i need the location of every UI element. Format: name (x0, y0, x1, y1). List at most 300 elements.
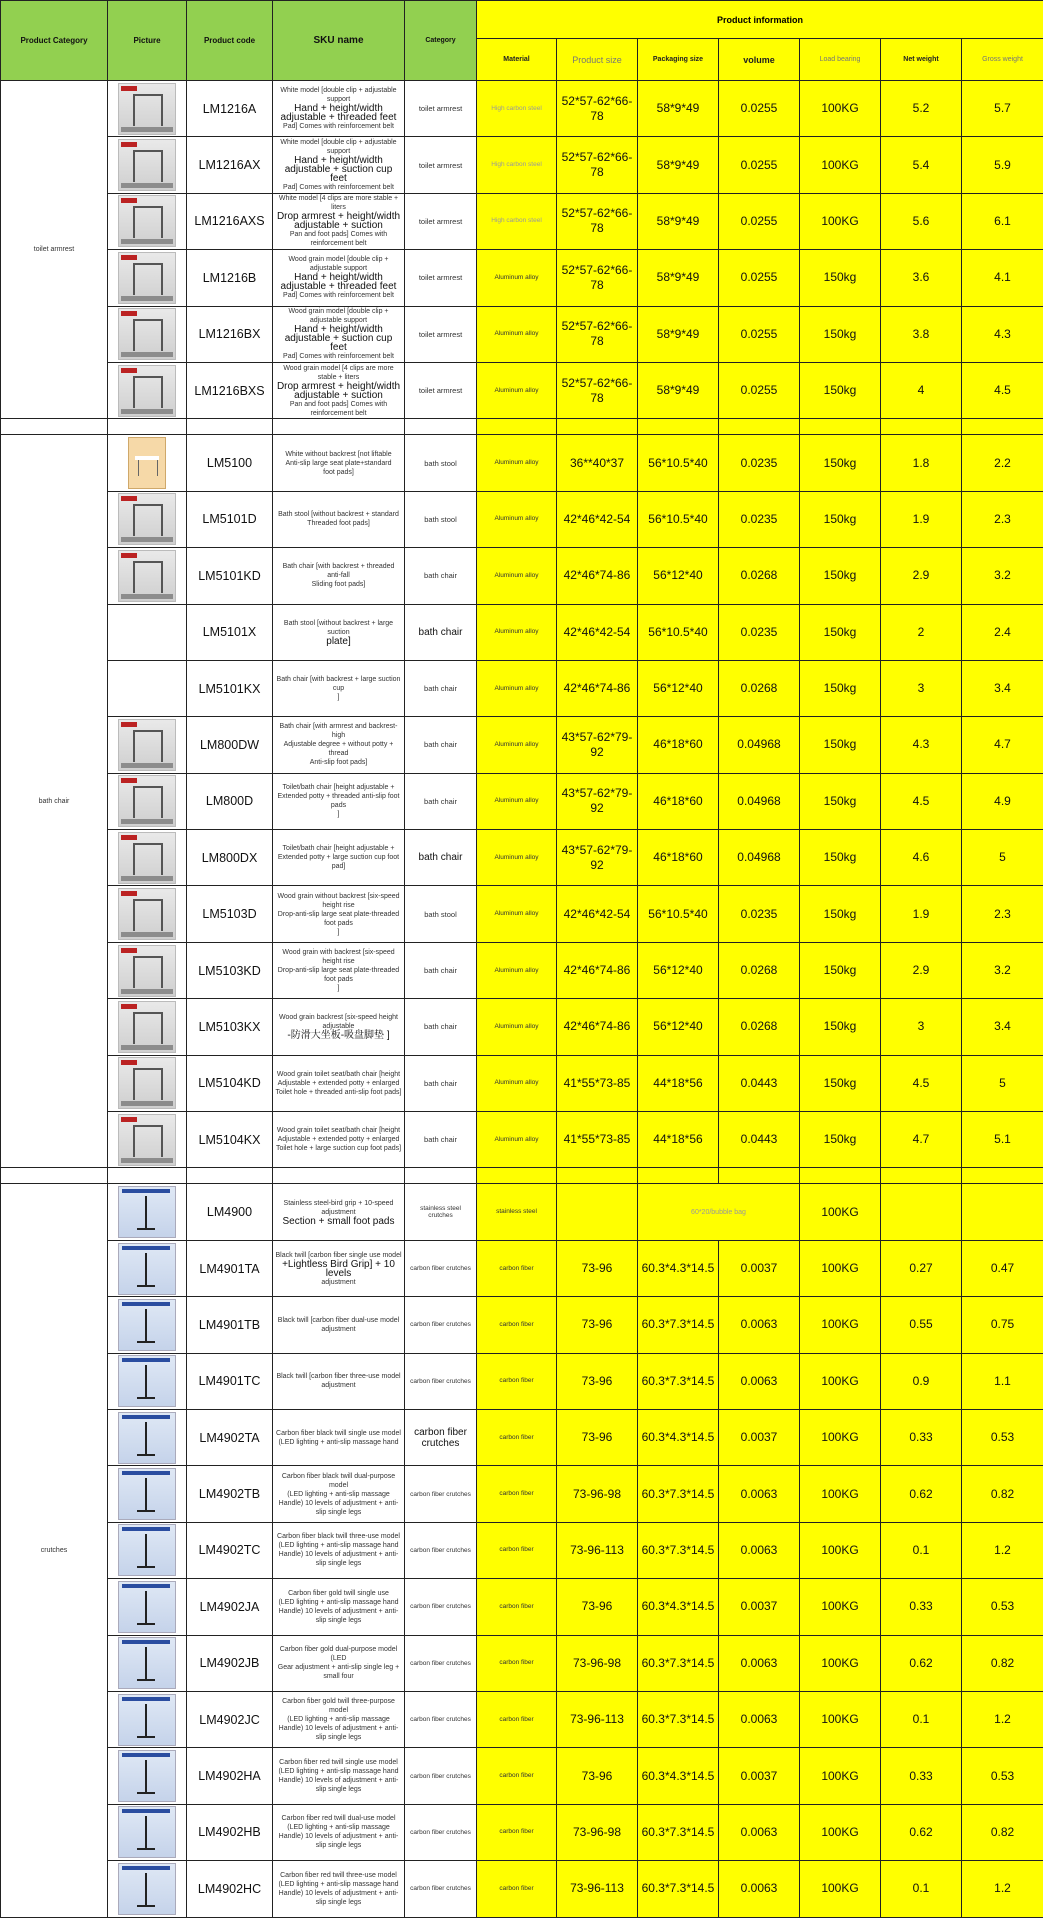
sku-name-line: Carbon fiber gold twill single use (288, 1589, 389, 1597)
product-picture-cell (108, 193, 187, 249)
product-picture-cell (108, 1466, 187, 1522)
product-code (187, 1409, 273, 1465)
gross-weight-cell-text: 4.1 (994, 270, 1011, 285)
gross-weight-cell (962, 1353, 1043, 1409)
load-bearing-cell (800, 604, 881, 660)
sku-name-line: adjustment (321, 1382, 356, 1390)
product-code-text: LM1216B (202, 270, 257, 285)
packaging-size-cell-text: 60.3*4.3*14.5 (641, 1261, 715, 1275)
crutch-photo-part (145, 1365, 147, 1399)
product-code (187, 999, 273, 1055)
product-code (187, 1579, 273, 1635)
packaging-size-cell-text: 58*9*49 (656, 270, 700, 285)
material-cell-text: carbon fiber (499, 1602, 534, 1610)
gross-weight-cell-text: 0.82 (990, 1486, 1015, 1501)
product-size-cell (557, 548, 638, 604)
crutch-photo (118, 1637, 176, 1689)
net-weight-cell (881, 137, 962, 193)
sku-name-line: plate] (326, 635, 351, 647)
volume-cell (719, 1353, 800, 1409)
category-cell-text: bath chair (424, 796, 457, 806)
chair-photo-part (121, 1117, 137, 1122)
net-weight-cell (881, 435, 962, 491)
gross-weight-cell (962, 886, 1043, 942)
sku-name (273, 491, 405, 547)
sku-name-line: Wood grain toilet seat/bath chair [height (276, 1127, 401, 1135)
material-cell-text: Aluminum alloy (494, 684, 539, 692)
header-packaging-size: Packaging size (638, 39, 719, 81)
packaging-size-cell (638, 1112, 719, 1168)
net-weight-cell-text: 0.27 (909, 1261, 933, 1275)
volume-cell (719, 250, 800, 306)
category-cell (405, 999, 477, 1055)
crutch-photo-part (137, 1623, 155, 1625)
category-cell-text: bath chair (424, 1022, 457, 1032)
product-code (187, 81, 273, 137)
product-code (187, 435, 273, 491)
load-bearing-cell-text: 150kg (823, 1075, 857, 1090)
table-row (1, 660, 1043, 716)
material-cell-text: Aluminum alloy (494, 966, 539, 974)
volume-cell-text: 0.0255 (740, 101, 778, 116)
load-bearing-cell (800, 306, 881, 362)
product-picture-cell (108, 362, 187, 418)
product-size-cell-text: 52*57-62*66-78 (561, 262, 633, 292)
chair-photo-part (121, 553, 137, 558)
chair-photo-part (121, 496, 137, 501)
table-row (1, 1055, 1043, 1111)
sku-name-line: Hand + height/width adjustable + suction cup feet (284, 155, 393, 185)
chair-photo-part (121, 1004, 137, 1009)
net-weight-cell (881, 773, 962, 829)
crutch-photo-part (137, 1848, 155, 1850)
chair-photo (118, 888, 176, 940)
gross-weight-cell (962, 942, 1043, 998)
material-cell (477, 362, 557, 418)
packaging-size-cell-text: 60.3*4.3*14.5 (641, 1768, 715, 1783)
load-bearing-cell-text: 150kg (823, 681, 857, 696)
net-weight-cell (881, 942, 962, 998)
sku-name-line: Extended potty + large suction cup foot pad] (277, 854, 400, 871)
sku-name-line: (LED lighting + anti-slip massage hand (278, 1768, 399, 1776)
product-picture-cell (108, 1748, 187, 1804)
gross-weight-cell-text: 4.9 (994, 793, 1011, 808)
crutch-photo-part (145, 1873, 147, 1907)
product-code-text: LM4901TB (198, 1317, 261, 1332)
packaging-size-cell-text: 56*12*40 (653, 681, 703, 696)
volume-cell-text: 0.0063 (740, 1881, 778, 1896)
sku-name-line: Toilet hole + large suction cup foot pads] (275, 1145, 402, 1153)
product-code (187, 1297, 273, 1353)
material-cell (477, 1861, 557, 1917)
packaging-size-cell-text: 60.3*7.3*14.5 (641, 1824, 715, 1839)
material-cell-text: carbon fiber (499, 1715, 534, 1723)
product-code (187, 491, 273, 547)
table-row (1, 1353, 1043, 1409)
product-code-text: LM4901TA (199, 1261, 260, 1276)
product-size-cell-text: 43*57-62*79-92 (561, 729, 633, 759)
sku-name-line: Pad] Comes with reinforcement belt (283, 184, 394, 192)
chair-photo (118, 195, 176, 247)
product-code (187, 1240, 273, 1296)
category-cell (405, 1184, 477, 1240)
spacer-cell (881, 1168, 962, 1184)
header-load-bearing: Load bearing (800, 39, 881, 81)
volume-cell-text: 0.0037 (740, 1261, 778, 1275)
net-weight-cell (881, 548, 962, 604)
product-code-text: LM5104KX (198, 1132, 261, 1147)
product-size-cell (557, 435, 638, 491)
gross-weight-cell (962, 660, 1043, 716)
load-bearing-cell (800, 1522, 881, 1578)
volume-cell-text: 0.0063 (740, 1712, 778, 1727)
net-weight-cell-text: 2.9 (912, 963, 930, 978)
packaging-size-cell-text: 46*18*60 (653, 793, 703, 808)
load-bearing-cell-text: 100KG (821, 1261, 859, 1275)
net-weight-cell (881, 1635, 962, 1691)
table-row (1, 81, 1043, 137)
net-weight-cell (881, 830, 962, 886)
gross-weight-cell (962, 1112, 1043, 1168)
product-size-cell-text: 73-96 (581, 1317, 613, 1332)
gross-weight-cell-text: 1.2 (994, 1542, 1011, 1557)
product-code-text: LM5104KD (198, 1076, 261, 1091)
product-size-cell (557, 1297, 638, 1353)
product-size-cell-text: 42*46*74-86 (563, 568, 631, 583)
sku-name-line: Adjustable + extended potty + enlarged (277, 1136, 400, 1144)
material-cell-text: carbon fiber (499, 1659, 534, 1667)
load-bearing-cell (800, 435, 881, 491)
net-weight-cell-text: 4.6 (912, 850, 930, 865)
crutch-photo-part (122, 1189, 170, 1193)
material-cell (477, 1409, 557, 1465)
category-cell-text: bath chair (424, 1135, 457, 1145)
table-row (1, 942, 1043, 998)
sku-name-line: (LED lighting + anti-slip massage hand (278, 1438, 399, 1446)
material-cell-text: Aluminum alloy (494, 273, 539, 281)
sku-name-line: Extended potty + threaded anti-slip foot pads (277, 793, 400, 810)
sku-name-line: Toilet hole + threaded anti-slip foot pads] (275, 1088, 402, 1096)
load-bearing-cell-text: 100KG (821, 213, 859, 228)
packaging-size-cell (638, 250, 719, 306)
sku-name-line: -防滑大坐板-吸盘脚垫 ] (287, 1030, 390, 1042)
product-code (187, 1055, 273, 1111)
spacer-cell (187, 1168, 273, 1184)
gross-weight-cell-text: 0.82 (990, 1655, 1015, 1670)
table-row (1, 1297, 1043, 1353)
table-row (1, 548, 1043, 604)
chair-photo-part (121, 1045, 173, 1050)
product-code (187, 306, 273, 362)
sku-name-line: Bath chair [with backrest + large suction cup (276, 676, 401, 693)
table-row (1, 1748, 1043, 1804)
sku-name (273, 830, 405, 886)
sku-name (273, 1861, 405, 1917)
load-bearing-cell-text: 150kg (823, 326, 857, 341)
category-cell-text: toilet armrest (418, 216, 463, 226)
sku-name-line: Anti-slip large seat plate+standard (285, 459, 392, 467)
chair-photo-part (121, 352, 173, 357)
load-bearing-cell-text: 100KG (821, 1768, 859, 1783)
gross-weight-cell (962, 491, 1043, 547)
packaging-size-cell-text: 60*20/bubble bag (691, 1208, 746, 1216)
chair-photo-part (133, 150, 163, 182)
crutch-photo (118, 1186, 176, 1238)
category-cell (405, 1466, 477, 1522)
gross-weight-cell (962, 999, 1043, 1055)
volume-cell-text: 0.0037 (740, 1768, 778, 1783)
category-cell-text: toilet armrest (418, 386, 463, 396)
product-size-cell (557, 1861, 638, 1917)
load-bearing-cell (800, 886, 881, 942)
sku-name-line: Drop armrest + height/width adjustable + suction (276, 380, 401, 401)
category-cell (405, 362, 477, 418)
material-cell (477, 306, 557, 362)
category-cell (405, 435, 477, 491)
category-cell-text: bath chair (424, 571, 457, 581)
net-weight-cell (881, 717, 962, 773)
sku-name-line: (LED lighting + anti-slip massage hand (278, 1542, 399, 1550)
volume-cell-text: 0.0235 (740, 624, 778, 639)
table-row (1, 1184, 1043, 1240)
packaging-size-cell (638, 773, 719, 829)
product-code (187, 1353, 273, 1409)
net-weight-cell-text: 2 (917, 624, 925, 639)
sku-name-line: Wood grain toilet seat/bath chair [height (276, 1070, 401, 1078)
gross-weight-cell (962, 548, 1043, 604)
packaging-size-cell (638, 830, 719, 886)
table-row (1, 1466, 1043, 1522)
volume-cell-text: 0.0268 (740, 568, 778, 583)
chair-photo (118, 832, 176, 884)
net-weight-cell (881, 1691, 962, 1747)
load-bearing-cell (800, 830, 881, 886)
packaging-size-cell-text: 58*9*49 (656, 101, 700, 116)
load-bearing-cell-text: 150kg (823, 624, 857, 639)
product-code (187, 193, 273, 249)
load-bearing-cell (800, 362, 881, 418)
packaging-size-cell-text: 60.3*7.3*14.5 (641, 1881, 715, 1896)
volume-cell (719, 886, 800, 942)
header-material: Material (477, 39, 557, 81)
sku-name-line: Carbon fiber red twill three-use model (280, 1871, 397, 1879)
load-bearing-cell-text: 150kg (823, 1132, 857, 1147)
product-size-cell (557, 1748, 638, 1804)
sku-name-line: White model [4 clips are more stable + liters (278, 195, 399, 212)
sku-name (273, 250, 405, 306)
product-code (187, 942, 273, 998)
category-cell-text: bath chair (424, 684, 457, 694)
net-weight-cell (881, 1579, 962, 1635)
sku-name-line: foot pads] (323, 468, 354, 476)
load-bearing-cell (800, 1184, 881, 1240)
gross-weight-cell-text: 2.2 (994, 455, 1011, 470)
material-cell-text: carbon fiber (499, 1490, 534, 1498)
chair-photo-part (121, 409, 173, 414)
chair-photo (118, 252, 176, 304)
crutch-photo-part (137, 1510, 155, 1512)
gross-weight-cell-text: 0.53 (990, 1768, 1015, 1783)
material-cell-text: Aluminum alloy (494, 1022, 539, 1030)
sku-name-line: Bath chair [with backrest + threaded anti-fall (282, 563, 395, 580)
category-cell-text: carbon fiber crutches (410, 1377, 471, 1385)
net-weight-cell-text: 1.9 (912, 906, 930, 921)
spacer-cell (719, 1168, 800, 1184)
sku-name (273, 1635, 405, 1691)
chair-photo (118, 308, 176, 360)
load-bearing-cell (800, 137, 881, 193)
product-size-cell-text: 73-96 (581, 1768, 613, 1783)
gross-weight-cell-text: 5.9 (994, 157, 1011, 172)
chair-photo-part (121, 876, 173, 881)
load-bearing-cell (800, 81, 881, 137)
product-size-cell (557, 660, 638, 716)
product-code-text: LM4900 (206, 1205, 253, 1220)
product-picture-cell (108, 999, 187, 1055)
product-picture-cell (108, 306, 187, 362)
sku-name-line: Wood grain without backrest [six-speed height rise (277, 892, 400, 909)
chair-photo-part (121, 537, 173, 542)
sku-name-line: Carbon fiber red twill dual-use model (281, 1815, 396, 1823)
volume-cell-text: 0.0268 (740, 963, 778, 978)
crutch-photo-part (145, 1704, 147, 1738)
category-cell-text: bath stool (424, 909, 457, 919)
load-bearing-cell-text: 150kg (823, 383, 857, 398)
chair-photo-part (133, 1125, 163, 1157)
product-size-cell (557, 1112, 638, 1168)
gross-weight-cell (962, 306, 1043, 362)
product-code-text: LM800D (205, 794, 254, 809)
product-size-cell (557, 1184, 638, 1240)
chair-photo-part (133, 376, 163, 408)
chair-photo-part (133, 263, 163, 295)
chair-photo-part (121, 989, 173, 994)
load-bearing-cell (800, 1055, 881, 1111)
gross-weight-cell (962, 1579, 1043, 1635)
material-cell-text: High carbon steel (491, 161, 542, 169)
product-code (187, 1466, 273, 1522)
volume-cell-text: 0.0063 (740, 1824, 778, 1839)
load-bearing-cell-text: 150kg (823, 963, 857, 978)
material-cell (477, 1804, 557, 1860)
gross-weight-cell-text: 1.1 (994, 1373, 1011, 1388)
product-size-cell-text: 52*57-62*66-78 (561, 375, 633, 405)
packaging-size-cell (638, 1297, 719, 1353)
header-category: Category (405, 1, 477, 81)
sku-name-line: Carbon fiber red twill single use model (279, 1759, 398, 1767)
gross-weight-cell (962, 137, 1043, 193)
product-picture-cell (108, 1579, 187, 1635)
packaging-size-cell (638, 1184, 800, 1240)
chair-photo (118, 775, 176, 827)
gross-weight-cell (962, 1804, 1043, 1860)
load-bearing-cell-text: 150kg (823, 270, 857, 285)
packaging-size-cell-text: 58*9*49 (656, 157, 700, 172)
gross-weight-cell (962, 1297, 1043, 1353)
net-weight-cell-text: 5.6 (912, 213, 930, 228)
category-cell (405, 886, 477, 942)
product-size-cell-text: 42*46*42-54 (563, 511, 631, 526)
sku-name (273, 1466, 405, 1522)
sku-name (273, 1112, 405, 1168)
net-weight-cell-text: 0.1 (912, 1712, 930, 1727)
material-cell-text: carbon fiber (499, 1772, 534, 1780)
volume-cell-text: 0.04968 (737, 793, 781, 808)
volume-cell (719, 830, 800, 886)
category-cell (405, 1691, 477, 1747)
sku-name (273, 660, 405, 716)
product-code-text: LM4902JC (199, 1712, 260, 1727)
packaging-size-cell-text: 60.3*7.3*14.5 (641, 1486, 715, 1501)
sku-name (273, 604, 405, 660)
packaging-size-cell-text: 56*12*40 (653, 568, 703, 583)
volume-cell-text: 0.0443 (740, 1075, 778, 1090)
gross-weight-cell-text: 5 (999, 1075, 1006, 1090)
crutch-photo-part (122, 1809, 170, 1813)
category-cell (405, 773, 477, 829)
table-row (1, 193, 1043, 249)
product-code (187, 1112, 273, 1168)
product-size-cell (557, 250, 638, 306)
gross-weight-cell-text: 5 (999, 850, 1006, 865)
product-code-text: LM5101KD (198, 568, 261, 583)
spacer-cell (719, 419, 800, 435)
chair-photo (118, 1057, 176, 1109)
crutch-photo-part (122, 1302, 170, 1306)
product-code (187, 660, 273, 716)
header-net-weight: Net weight (881, 39, 962, 81)
packaging-size-cell-text: 60.3*7.3*14.5 (641, 1373, 715, 1388)
sku-name-line: Carbon fiber black twill single use model (276, 1429, 401, 1437)
crutch-photo-part (145, 1591, 147, 1625)
product-picture-cell (108, 604, 187, 660)
category-cell (405, 1522, 477, 1578)
chair-photo-part (133, 956, 163, 988)
crutch-photo-part (122, 1415, 170, 1419)
chair-photo-part (121, 722, 137, 727)
crutch-photo-part (145, 1309, 147, 1343)
net-weight-cell-text: 0.1 (912, 1881, 930, 1896)
volume-cell (719, 1522, 800, 1578)
product-code-text: LM800DW (199, 737, 260, 752)
chair-photo-part (121, 835, 137, 840)
gross-weight-cell (962, 435, 1043, 491)
packaging-size-cell (638, 1861, 719, 1917)
volume-cell (719, 435, 800, 491)
product-picture-cell (108, 717, 187, 773)
category-cell-text: bath stool (424, 458, 457, 468)
gross-weight-cell-text: 3.4 (994, 681, 1011, 696)
group-category (1, 1184, 108, 1917)
sku-name-line: Black twill [carbon fiber three-use model (276, 1373, 401, 1381)
product-code (187, 548, 273, 604)
volume-cell-text: 0.0037 (740, 1599, 778, 1614)
sku-name (273, 1409, 405, 1465)
volume-cell-text: 0.0235 (740, 455, 778, 470)
net-weight-cell (881, 81, 962, 137)
volume-cell-text: 0.0063 (740, 1373, 778, 1388)
volume-cell-text: 0.0063 (740, 1486, 778, 1501)
chair-photo (118, 719, 176, 771)
product-picture-cell (108, 435, 187, 491)
spacer-cell (108, 1168, 187, 1184)
sku-name (273, 886, 405, 942)
spacer-row (1, 419, 1043, 435)
chair-photo-part (133, 1068, 163, 1100)
product-code-text: LM1216BX (198, 327, 261, 342)
volume-cell (719, 1055, 800, 1111)
packaging-size-cell-text: 60.3*4.3*14.5 (641, 1430, 715, 1445)
